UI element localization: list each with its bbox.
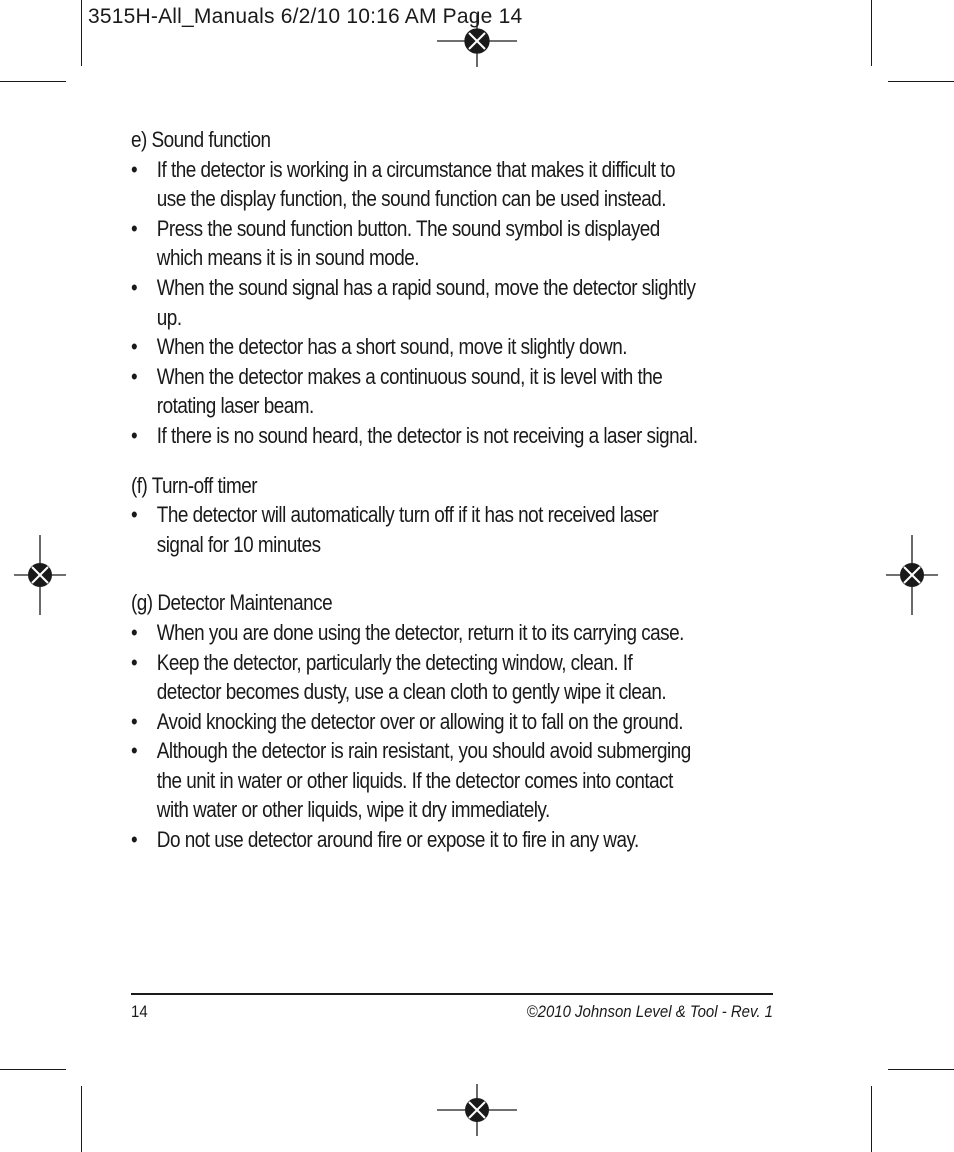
bullet-list — [131, 155, 699, 451]
print-slug-line: 3515H-All_Manuals 6/2/10 10:16 AM Page 14 — [88, 5, 523, 28]
crop-mark-bottom-right-vertical — [871, 1086, 872, 1152]
registration-crosshair-icon — [0, 535, 80, 615]
bullet-item: • Keep the detector, particularly the detecting window, clean. If detector becomes dusty, use a clean cloth to gently wipe it clean. — [131, 648, 699, 707]
crop-mark-bottom-left-horizontal — [0, 1069, 66, 1070]
page-number: 14 — [131, 1002, 148, 1021]
bullet-item: • Do not use detector around fire or expose it to fire in any way. — [131, 825, 699, 855]
section-turn-off-timer — [131, 471, 699, 560]
section-heading: e) Sound function — [131, 127, 271, 152]
bullet-item: • Press the sound function button. The sound symbol is displayed which means it is in sound mode. — [131, 214, 699, 273]
registration-crosshair-icon — [437, 1070, 517, 1150]
registration-crosshair-icon — [437, 1, 517, 81]
crop-mark-top-left-vertical — [81, 0, 82, 66]
bullet-item: • When the detector has a short sound, move it slightly down. — [131, 332, 699, 362]
crop-mark-top-right-horizontal — [888, 81, 954, 82]
crop-mark-bottom-left-vertical — [81, 1086, 82, 1152]
bullet-list — [131, 500, 699, 559]
section-heading: (f) Turn-off timer — [131, 472, 257, 498]
section-heading: (g) Detector Maintenance — [131, 590, 333, 616]
crop-mark-top-left-horizontal — [0, 81, 66, 82]
manual-page-body — [131, 125, 699, 855]
bullet-item: • The detector will automatically turn off if it has not received laser signal for 10 minutes — [131, 500, 699, 559]
bullet-item: • When you are done using the detector, return it to its carrying case. — [131, 618, 699, 648]
crop-mark-bottom-right-horizontal — [888, 1069, 954, 1070]
section-sound-function — [131, 125, 699, 451]
registration-crosshair-icon — [872, 535, 952, 615]
section-detector-maintenance — [131, 588, 699, 854]
bullet-item: • Avoid knocking the detector over or allowing it to fall on the ground. — [131, 707, 699, 737]
crop-mark-top-right-vertical — [871, 0, 872, 66]
bullet-item: • If there is no sound heard, the detector is not receiving a laser signal. — [131, 421, 699, 451]
bullet-item: • Although the detector is rain resistant, you should avoid submerging the unit in water or other liquids. If the detector comes into contact with water or other liquids, wipe it dry immediately. — [131, 736, 699, 825]
bullet-item: • If the detector is working in a circumstance that makes it difficult to use the display function, the sound function can be used instead. — [131, 155, 699, 214]
copyright-notice: ©2010 Johnson Level & Tool - Rev. 1 — [526, 1002, 773, 1021]
bullet-item: • When the sound signal has a rapid sound, move the detector slightly up. — [131, 273, 699, 332]
bullet-list — [131, 618, 699, 855]
bullet-item: • When the detector makes a continuous sound, it is level with the rotating laser beam. — [131, 362, 699, 421]
footer-rule — [131, 993, 773, 995]
